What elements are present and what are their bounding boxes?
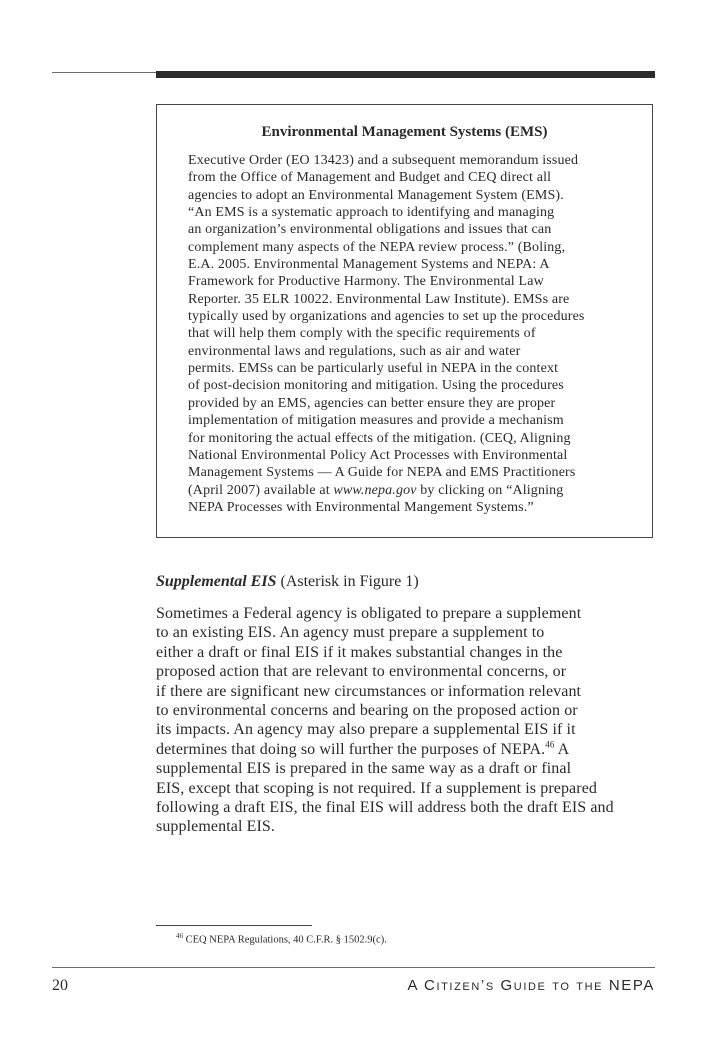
ems-line: E.A. 2005. Environmental Management Systems and NEPA: A [188, 257, 550, 273]
ems-line: NEPA Processes with Environmental Mangement Systems.” [188, 499, 534, 515]
nepa-website-link[interactable]: www.nepa.gov [333, 482, 417, 498]
paragraph-line: if there are significant new circumstances or information relevant [156, 682, 582, 700]
ems-line-text: (April 2007) available at [188, 482, 334, 498]
ems-line: implementation of mitigation measures and provide a mechanism [188, 413, 564, 429]
header-rule-thin [52, 72, 156, 73]
section-heading-rest: (Asterisk in Figure 1) [276, 573, 419, 590]
paragraph-line: supplemental EIS. [156, 818, 276, 836]
running-footer-title: A Citizen’s Guide to the NEPA [407, 977, 655, 994]
footer-rule [52, 967, 655, 968]
section-heading-emphasis: Supplemental EIS [156, 573, 277, 590]
ems-line: provided by an EMS, agencies can better ensure they are proper [188, 395, 556, 411]
ems-line: that will help them comply with the specific requirements of [188, 326, 536, 342]
section-heading [156, 573, 419, 591]
ems-box-title: Environmental Management Systems (EMS) [261, 124, 548, 140]
ems-line: Management Systems — A Guide for NEPA and EMS Practitioners [188, 465, 576, 481]
header-rule-thick [156, 71, 655, 78]
footnote-number: 46 [176, 932, 183, 940]
ems-line: “An EMS is a systematic approach to identifying and managing [188, 205, 555, 221]
footnote-rule [156, 925, 312, 926]
ems-line: from the Office of Management and Budget and CEQ direct all [188, 170, 552, 186]
paragraph-line: Sometimes a Federal agency is obligated to prepare a supplement [156, 605, 582, 622]
ems-line: complement many aspects of the NEPA review process.” (Boling, [188, 239, 566, 255]
ems-line: typically used by organizations and agencies to set up the procedures [188, 309, 585, 325]
ems-box-body [188, 152, 648, 516]
paragraph-line: EIS, except that scoping is not required. If a supplement is prepared [156, 779, 597, 797]
paragraph-line: to environmental concerns and bearing on the proposed action or [156, 702, 578, 720]
page-number: 20 [52, 977, 68, 994]
paragraph-line: following a draft EIS, the final EIS will address both the draft EIS and [156, 799, 614, 817]
ems-line: agencies to adopt an Environmental Management System (EMS). [188, 187, 564, 203]
ems-sidebar-box [156, 104, 653, 538]
paragraph-line-text: A [554, 740, 570, 758]
paragraph-line [156, 740, 656, 759]
paragraph-line: supplemental EIS is prepared in the same way as a draft or final [156, 760, 572, 778]
ems-line-text: by clicking on “Aligning [416, 482, 564, 498]
ems-line: for monitoring the actual effects of the mitigation. (CEQ, Aligning [188, 430, 571, 446]
paragraph-line-text: determines that doing so will further the purposes of NEPA. [156, 740, 546, 758]
footnote [176, 932, 387, 946]
section-paragraph [156, 604, 656, 837]
footnote-text: CEQ NEPA Regulations, 40 C.F.R. § 1502.9(c). [183, 934, 387, 946]
paragraph-line: to an existing EIS. An agency must prepare a supplement to [156, 624, 545, 642]
footnote-reference[interactable]: 46 [545, 739, 555, 750]
ems-line: Executive Order (EO 13423) and a subsequent memorandum issued [188, 153, 579, 168]
paragraph-line: either a draft or final EIS if it makes substantial changes in the [156, 643, 563, 661]
paragraph-line: proposed action that are relevant to environmental concerns, or [156, 663, 567, 681]
ems-line: permits. EMSs can be particularly useful in NEPA in the context [188, 361, 559, 377]
ems-line [188, 482, 648, 499]
ems-line: Framework for Productive Harmony. The Environmental Law [188, 274, 544, 290]
ems-line: environmental laws and regulations, such as air and water [188, 343, 521, 359]
ems-line: National Environmental Policy Act Processes with Environmental [188, 447, 568, 463]
paragraph-line: its impacts. An agency may also prepare a supplemental EIS if it [156, 721, 576, 739]
ems-line: an organization’s environmental obligations and issues that can [188, 222, 552, 238]
ems-line: of post-decision monitoring and mitigation. Using the procedures [188, 378, 564, 394]
ems-line: Reporter. 35 ELR 10022. Environmental Law Institute). EMSs are [188, 291, 570, 307]
